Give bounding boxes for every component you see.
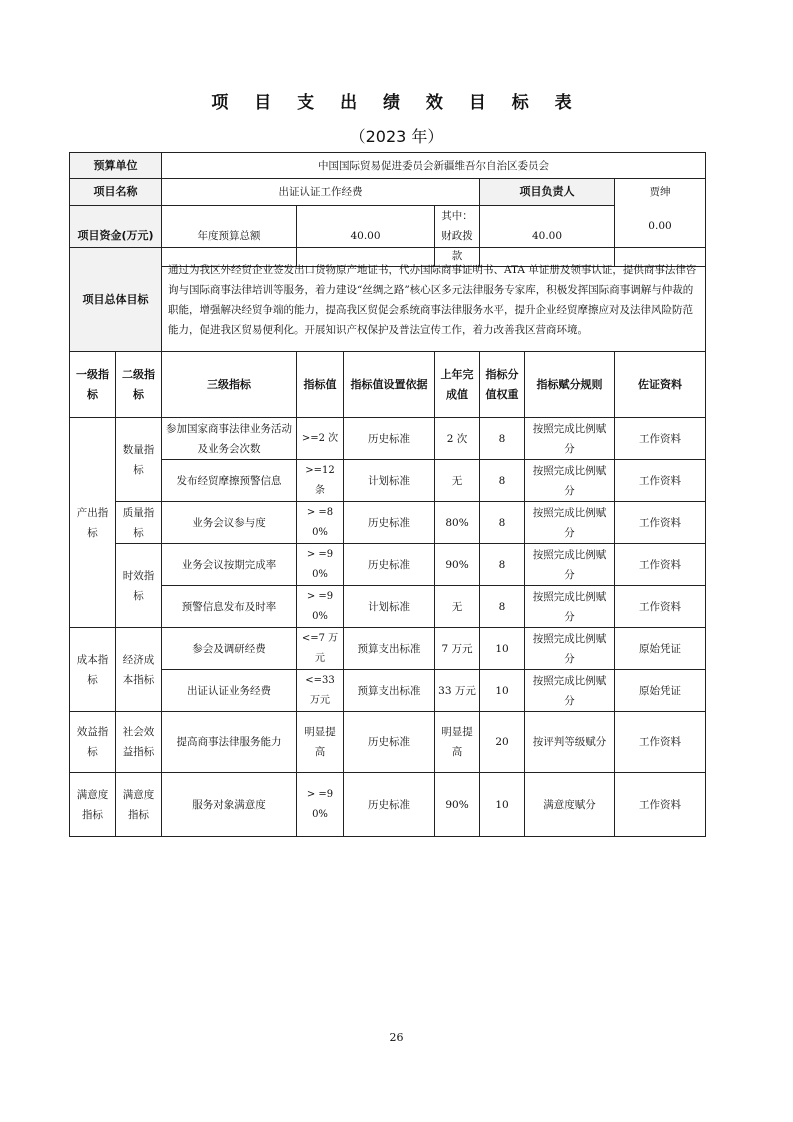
other-fund-value: 0.00	[614, 205, 705, 247]
weight-cell: 8	[480, 586, 525, 628]
evidence-cell: 工作资料	[615, 502, 706, 544]
page-number: 26	[389, 1031, 404, 1044]
rule-cell: 按照完成比例赋分	[525, 502, 615, 544]
header-weight: 指标分值权重	[480, 352, 525, 418]
target-value-cell: 明显提高	[297, 712, 344, 773]
evidence-cell: 工作资料	[615, 586, 706, 628]
target-value-cell: <=33 万元	[297, 670, 344, 712]
project-leader-label: 项目负责人	[480, 179, 615, 206]
basis-cell: 计划标准	[344, 460, 435, 502]
table-row	[70, 586, 706, 628]
basis-cell: 历史标准	[344, 773, 435, 837]
weight-cell: 8	[480, 544, 525, 586]
year-subtitle: （2023 年）	[349, 127, 444, 146]
weight-cell: 10	[480, 628, 525, 670]
weight-cell: 8	[480, 502, 525, 544]
weight-cell: 10	[480, 670, 525, 712]
evidence-cell: 工作资料	[615, 712, 706, 773]
header-last-year: 上年完成值	[435, 352, 480, 418]
last-year-cell: 7 万元	[435, 628, 480, 670]
group-satisfaction-sub: 满意度指标	[116, 773, 162, 837]
target-value-cell: <=7 万元	[297, 628, 344, 670]
evidence-cell: 原始凭证	[615, 670, 706, 712]
table-row	[70, 418, 706, 460]
page-title: 项 目 支 出 绩 效 目 标 表	[211, 93, 582, 113]
weight-cell: 10	[480, 773, 525, 837]
evidence-cell: 工作资料	[615, 773, 706, 837]
table-row	[70, 460, 706, 502]
rule-cell: 按照完成比例赋分	[525, 628, 615, 670]
evidence-cell: 工作资料	[615, 544, 706, 586]
indicator-cell: 预警信息发布及时率	[162, 586, 297, 628]
target-value-cell: >=2 次	[297, 418, 344, 460]
rule-cell: 按照完成比例赋分	[525, 544, 615, 586]
budget-unit-label: 预算单位	[70, 153, 162, 179]
header-rule: 指标赋分规则	[525, 352, 615, 418]
group-quantity: 数量指标	[116, 418, 162, 502]
basis-cell: 历史标准	[344, 418, 435, 460]
indicator-cell: 提高商事法律服务能力	[162, 712, 297, 773]
indicator-cell: 服务对象满意度	[162, 773, 297, 837]
last-year-cell: 无	[435, 460, 480, 502]
table-row	[70, 502, 706, 544]
weight-cell: 8	[480, 460, 525, 502]
basis-cell: 预算支出标准	[344, 670, 435, 712]
project-leader-value: 贾绅	[615, 179, 706, 206]
last-year-cell: 2 次	[435, 418, 480, 460]
header-level2: 二级指标	[116, 352, 162, 418]
project-name-value: 出证认证工作经费	[162, 179, 480, 206]
indicator-cell: 业务会议参与度	[162, 502, 297, 544]
annual-budget-label: 年度预算总额	[162, 206, 297, 267]
evidence-cell: 工作资料	[615, 460, 706, 502]
rule-cell: 按照完成比例赋分	[525, 670, 615, 712]
group-benefit: 效益指标	[70, 712, 116, 773]
rule-cell: 按照完成比例赋分	[525, 460, 615, 502]
target-value-cell: > =90%	[297, 544, 344, 586]
indicator-cell: 业务会议按期完成率	[162, 544, 297, 586]
table-row	[70, 773, 706, 837]
rule-cell: 按照完成比例赋分	[525, 418, 615, 460]
header-level1: 一级指标	[70, 352, 116, 418]
indicator-cell: 参会及调研经费	[162, 628, 297, 670]
evidence-cell: 工作资料	[615, 418, 706, 460]
project-name-label: 项目名称	[70, 179, 162, 206]
last-year-cell: 无	[435, 586, 480, 628]
fiscal-fund-label: 其中：财政拨款	[435, 206, 480, 267]
last-year-cell: 90%	[435, 773, 480, 837]
target-value-cell: > =80%	[297, 502, 344, 544]
project-fund-label: 项目资金(万元)	[70, 206, 162, 267]
group-output: 产出指标	[70, 418, 116, 628]
target-value-cell: >=12 条	[297, 460, 344, 502]
group-quality: 质量指标	[116, 502, 162, 544]
header-level3: 三级指标	[162, 352, 297, 418]
basis-cell: 预算支出标准	[344, 628, 435, 670]
basis-cell: 计划标准	[344, 586, 435, 628]
basis-cell: 历史标准	[344, 544, 435, 586]
last-year-cell: 90%	[435, 544, 480, 586]
table-row	[70, 544, 706, 586]
weight-cell: 8	[480, 418, 525, 460]
group-cost: 成本指标	[70, 628, 116, 712]
header-value: 指标值	[297, 352, 344, 418]
fiscal-fund-value: 40.00	[480, 206, 615, 267]
group-satisfaction: 满意度指标	[70, 773, 116, 837]
annual-budget-value: 40.00	[297, 206, 435, 267]
header-basis: 指标值设置依据	[344, 352, 435, 418]
overall-goal-label: 项目总体目标	[70, 248, 162, 352]
indicator-cell: 参加国家商事法律业务活动及业务会次数	[162, 418, 297, 460]
weight-cell: 20	[480, 712, 525, 773]
basis-cell: 历史标准	[344, 712, 435, 773]
indicator-cell: 出证认证业务经费	[162, 670, 297, 712]
header-evidence: 佐证资料	[615, 352, 706, 418]
target-value-cell: > =90%	[297, 586, 344, 628]
table-row	[70, 628, 706, 670]
evidence-cell: 原始凭证	[615, 628, 706, 670]
last-year-cell: 明显提高	[435, 712, 480, 773]
indicator-cell: 发布经贸摩擦预警信息	[162, 460, 297, 502]
last-year-cell: 80%	[435, 502, 480, 544]
basis-cell: 历史标准	[344, 502, 435, 544]
performance-table-main	[69, 247, 706, 837]
rule-cell: 按评判等级赋分	[525, 712, 615, 773]
group-economic-cost: 经济成本指标	[116, 628, 162, 712]
target-value-cell: > =90%	[297, 773, 344, 837]
budget-unit-value: 中国国际贸易促进委员会新疆维吾尔自治区委员会	[162, 153, 706, 179]
rule-cell: 满意度赋分	[525, 773, 615, 837]
group-social-benefit: 社会效益指标	[116, 712, 162, 773]
last-year-cell: 33 万元	[435, 670, 480, 712]
overall-goal-text: 通过为我区外经贸企业签发出口货物原产地证书，代办国际商事证明书、ATA 单证册及领事认证，提供商事法律咨询与国际商事法律培训等服务，着力建设“丝绸之路”核心区多元法律服务专家库，积极发挥国际商事调解与仲裁的职能，增强解决经贸争端的能力，提高我区贸促会系统商事法律服务水平，提升企业经贸摩擦应对及法律风险防范能力，促进我区贸易便利化。开展知识产权保护及普法宣传工作，着力改善我区营商环境。	[162, 248, 706, 352]
table-row	[70, 712, 706, 773]
table-row	[70, 670, 706, 712]
group-timeliness: 时效指标	[116, 544, 162, 628]
rule-cell: 按照完成比例赋分	[525, 586, 615, 628]
